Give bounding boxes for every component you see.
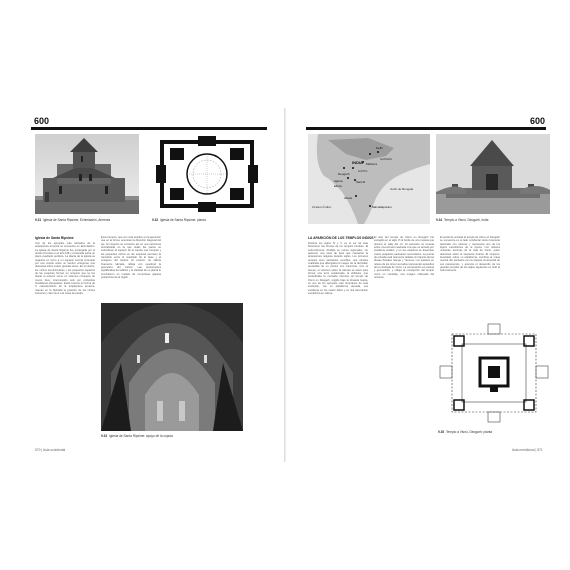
figure-caption (101, 434, 243, 438)
caption-text: Templo a Visnú, Deogarh: planta (445, 430, 493, 434)
figure-caption (438, 430, 550, 434)
body-text-column-1: Durante los siglos IV y V, en el sur de Asia florecieron las formas de los templos hindúes. El subcontinente, dividido en reinos regionales, vio aparecer una serie de tipos que marcarían la arquitectura religiosa durante siglos. Los primeros templos eran santuarios sencillos, una cámara cuadrada que albergaba la imagen de la divinidad, precedida de un pórtico con columnas. Con el tiempo, el volumen sobre la cámara se elevó para formar una torre escalonada, la shikhara, que simbolizaba la montaña cósmica. El templo de Visnú en Deogarh, erigido bajo la dinastía Gupta, es uno de los ejemplos más tempranos de esta evolución, con su plataforma elevada, sus escaleras en los cuatro lados y su rica decoración escultórica en relieve. (308, 242, 368, 296)
caption-text: Templo a Visnú, Deogarh, India (443, 218, 489, 222)
map-label: Ajanta (334, 179, 343, 183)
floor-plan-image (152, 134, 262, 214)
page-footer: 570 | Asia occidental (35, 448, 66, 452)
map-label: Mathura (366, 162, 378, 166)
map-label: GANGES (380, 157, 392, 161)
map-label: Ellora (334, 184, 342, 188)
figure-caption (436, 218, 550, 222)
temple-plan-drawing (438, 322, 550, 424)
india-map (308, 134, 430, 224)
map-label: Océano Índico (312, 205, 332, 209)
section-heading: Iglesia de Santa Ripsime (35, 236, 74, 240)
page-number: 600 (530, 116, 546, 126)
map-image (308, 134, 430, 224)
map-label: GUPTA (358, 169, 368, 173)
caption-number: 9.35 (438, 430, 445, 434)
church-exterior-image (35, 134, 139, 214)
map-label: Sanchi (356, 180, 366, 184)
map-label: Deogarh (338, 172, 350, 176)
map-label: Mamallapuram (372, 205, 392, 209)
dome-interior-image (101, 303, 243, 431)
caption-number: 9.34 (436, 218, 443, 222)
caption-text: Iglesia de Santa Ripsime, Echmiadzín, Armenia (43, 218, 111, 222)
body-text-column-2: Esos tiempos, que son más amplios en la ejecución que en la forma, acentúan la dirección diagonal del eje. El conjunto se convierte así en una estructura centralizada en la que todas las partes se subordinan al espacio de la cúpula. Las trompas y los pequeños nichos en las esquinas permiten la transición entre el cuadrado de la base y el octógono del tambor. El exterior, de sillería finamente labrada, refleja con exactitud la geometría del interior. Las proporciones equilibradas del edificio y la claridad de su planta lo convirtieron en modelo de numerosas iglesias posteriores de la región. (101, 236, 161, 280)
figure-caption (152, 218, 262, 222)
caption-number: 9.31 (35, 218, 42, 222)
map-label: INDIA (352, 160, 363, 165)
header-rule (306, 127, 546, 130)
caption-number: 9.33 (101, 434, 108, 438)
body-text-column-1: Uno de los ejemplos más refinados de la arquitectura armenia se encuentra en Echmiadzín. La iglesia de Santa Ripsime fue encargada por el obispo Komitas en el año 618 y construida sobre un plano cuadrado perfecto. La planta de la iglesia se organiza en torno a un espacio central coronado por una cúpula sobre un tambor octogonal, que descansa sobre cuatro grandes arcos. En el interior, los nichos semicirculares y los pequeños espacios de las esquinas forman un conjunto que se lee desde el exterior como un volumen compacto de muros lisos, interrumpido solo por profundas hendiduras triangulares. Estos huecos en forma de V, característicos de la arquitectura armenia, marcan en la fachada la posición de los nichos interiores y dan ritmo a la masa de piedra. (35, 242, 95, 296)
map-label: Aihole (344, 196, 353, 200)
temple-photo (436, 134, 550, 214)
map-label: Delhi (376, 146, 383, 150)
body-text-column-3: El portal de entrada al templo de Visnú en Deogarh se encuentra en el lado occidental. Está ricamente decorado con relieves y representa uno de los logros escultóricos de la época. Los relieves muestran escenas de la vida de Visnú, quien descansa sobre la serpiente Ananta. El conjunto, levantado sobre su plataforma, combina la masa maciza del santuario con la riqueza ornamental de sus paramentos, y anuncia el desarrollo de los grandes templos de los siglos siguientes en todo el subcontinente. (440, 236, 500, 273)
right-page (286, 0, 570, 570)
dome-interior-photo (101, 303, 243, 431)
temple-image (436, 134, 550, 214)
church-exterior-photo (35, 134, 139, 214)
caption-text: Iglesia de Santa Ripsime: planta (160, 218, 206, 222)
page-number: 600 (34, 116, 50, 126)
caption-text: Iglesia de Santa Ripsime: apoyo de la cúpula (109, 434, 173, 438)
map-label: Golfo de Bengala (390, 187, 414, 191)
church-plan-drawing (152, 134, 262, 214)
header-rule (31, 127, 267, 130)
temple-plan-image (438, 322, 550, 424)
left-page (0, 0, 284, 570)
body-text-column-2: El sitio del templo de Visnú en Deogarh fue escogido en el siglo VI al borde de una meseta que domina el valle del río. El santuario se levanta sobre una terraza cuadrada a la que se accede por escaleras axiales, y en sus esquinas se disponían cuatro pequeños santuarios secundarios. La puerta de entrada está ricamente tallada con figuras de las diosas fluviales Ganga y Yamuna. Los paneles en relieve de los otros tres lados representan episodios de la mitología de Visnú. La composición es precisa y geométrica, y refleja la concepción del templo como un mandala, una imagen ordenada del universo. (374, 236, 434, 280)
caption-number: 9.32 (152, 218, 159, 222)
section-heading: LA APARICIÓN DE LOS TEMPLOS INDIOS (308, 236, 374, 240)
page-footer: Asia meridional | 571 (512, 448, 543, 452)
figure-caption (35, 218, 139, 222)
